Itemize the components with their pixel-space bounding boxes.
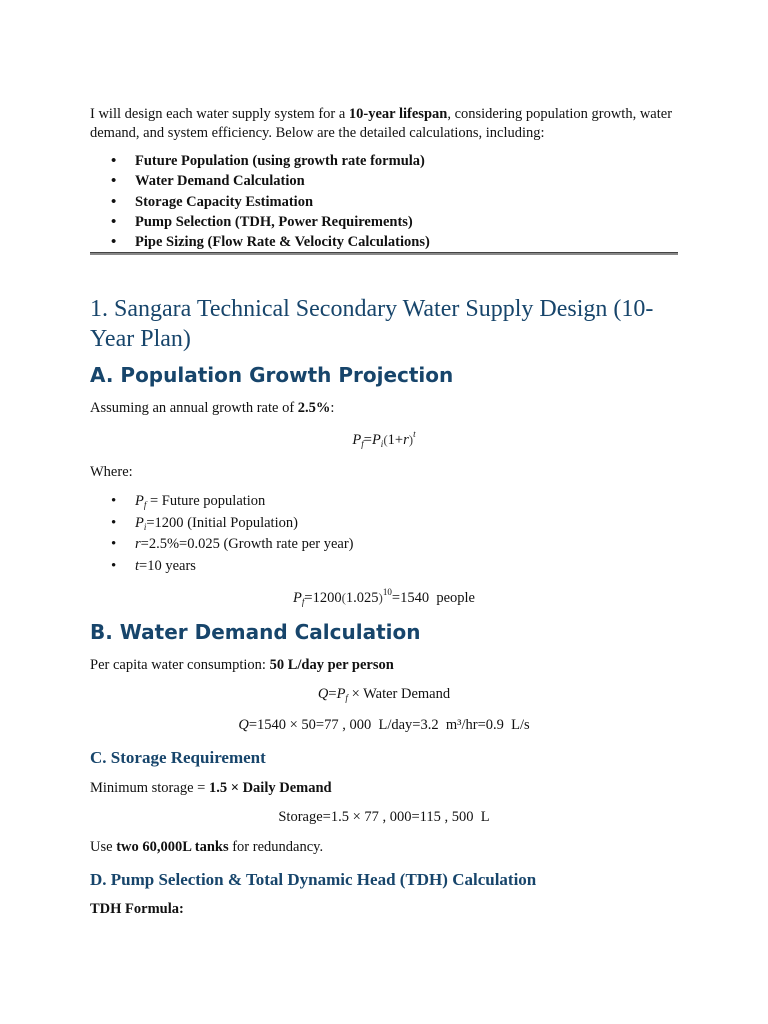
list-item: • Pump Selection (TDH, Power Requirements) — [90, 212, 430, 232]
tank-count: two 60,000L tanks — [116, 839, 229, 855]
demand-result-q: Q — [238, 717, 249, 733]
demand-result — [0, 715, 768, 735]
list-item — [90, 491, 354, 513]
section-title: 1. Sangara Technical Secondary Water Supply Design (10-Year Plan) — [90, 296, 654, 352]
population-result: $P_f=1200(1.025)^{10}=1540$ people — [293, 587, 475, 607]
min-storage-text: Minimum storage = — [90, 780, 209, 796]
var-r-symbol: r — [135, 536, 141, 552]
list-item — [90, 513, 354, 535]
min-storage-line — [90, 779, 332, 798]
var-t-symbol: t — [135, 557, 140, 574]
consumption-line — [90, 656, 394, 675]
list-item: • Water Demand Calculation — [90, 171, 430, 191]
where-label: Where: — [90, 464, 133, 480]
assumption-text: Assuming an annual growth rate of — [90, 400, 298, 416]
formula-r: r — [403, 432, 409, 448]
intro-text-start: I will design each water supply system for a — [90, 106, 349, 122]
var-pi-symbol: P — [135, 514, 144, 531]
intro-text-end: , considering population growth, water demand, and system efficiency. Below are the detailed calculations, including: — [90, 106, 673, 141]
list-item: • Future Population (using growth rate formula) — [90, 151, 430, 171]
demand-q: Q — [317, 686, 329, 702]
summary-list — [90, 151, 430, 252]
demand-equals: = — [328, 686, 337, 702]
horizontal-divider — [90, 252, 678, 255]
formula-pi: P — [371, 432, 381, 448]
heading-population-growth: A. Population Growth Projection — [90, 363, 454, 387]
var-t-value: =10 — [139, 557, 162, 574]
formula-pi-sub: i — [380, 439, 384, 449]
result-value: =1540 — [391, 590, 430, 606]
growth-rate-assumption — [90, 399, 334, 418]
result-pf: P — [293, 590, 302, 606]
formula-pf-sub: f — [361, 439, 364, 449]
result-pf-sub: f — [301, 597, 305, 607]
formula-pf: P — [352, 432, 362, 448]
demand-pf: P — [336, 686, 346, 702]
intro-paragraph — [90, 105, 680, 143]
list-item — [90, 556, 354, 578]
tank-recommendation — [90, 838, 323, 857]
demand-result-expr: =1540 × 50=77 , 000 L/day=3.2 m³/hr=0.9 L/s — [248, 717, 530, 733]
tank-text-end: for redundancy. — [228, 839, 324, 855]
min-storage-value: 1.5 × Daily Demand — [208, 780, 332, 796]
result-base: 1.025 — [345, 590, 379, 606]
consumption-text: Per capita water consumption: — [90, 657, 270, 673]
heading-pump-selection: D. Pump Selection & Total Dynamic Head (TDH) Calculation — [90, 870, 537, 889]
var-pf-desc: = Future population — [146, 493, 266, 509]
demand-pf-sub: f — [345, 693, 348, 703]
growth-rate-value: 2.5% — [297, 400, 331, 416]
tank-text-start: Use — [90, 839, 117, 855]
storage-formula: Storage=1.5 × 77 , 000=115 , 500 L — [278, 809, 490, 825]
var-t-desc: years — [161, 557, 196, 574]
var-r-desc: (Growth rate per year) — [219, 536, 354, 552]
list-item — [90, 534, 354, 556]
result-unit: people — [436, 590, 475, 606]
result-initial: =1200 — [304, 590, 342, 606]
list-item: • Storage Capacity Estimation — [90, 192, 430, 212]
var-pi-sub: i — [143, 521, 147, 532]
var-pi-value: =1200 — [146, 514, 184, 531]
heading-storage: C. Storage Requirement — [90, 748, 266, 767]
var-pf-symbol: P — [135, 493, 144, 509]
consumption-value: 50 L/day per person — [269, 657, 394, 673]
var-pf-sub: f — [143, 500, 147, 510]
list-item: • Pipe Sizing (Flow Rate & Velocity Calculations) — [90, 232, 430, 252]
var-pi-desc: (Initial Population) — [183, 514, 298, 531]
formula-exponent: t — [413, 429, 416, 439]
demand-formula — [0, 684, 768, 704]
formula-base: 1+ — [387, 432, 404, 448]
var-r-value: =2.5%=0.025 — [140, 536, 220, 552]
demand-rest: × Water Demand — [347, 686, 451, 702]
intro-lifespan: 10-year lifespan — [348, 106, 448, 122]
heading-water-demand: B. Water Demand Calculation — [90, 620, 421, 644]
variable-list — [90, 491, 354, 577]
result-exponent: 10 — [382, 587, 392, 597]
growth-formula: $P_f=P_i(1+r)^t$ — [352, 429, 416, 449]
tdh-formula-label: TDH Formula: — [90, 901, 184, 917]
assumption-colon: : — [330, 400, 335, 416]
